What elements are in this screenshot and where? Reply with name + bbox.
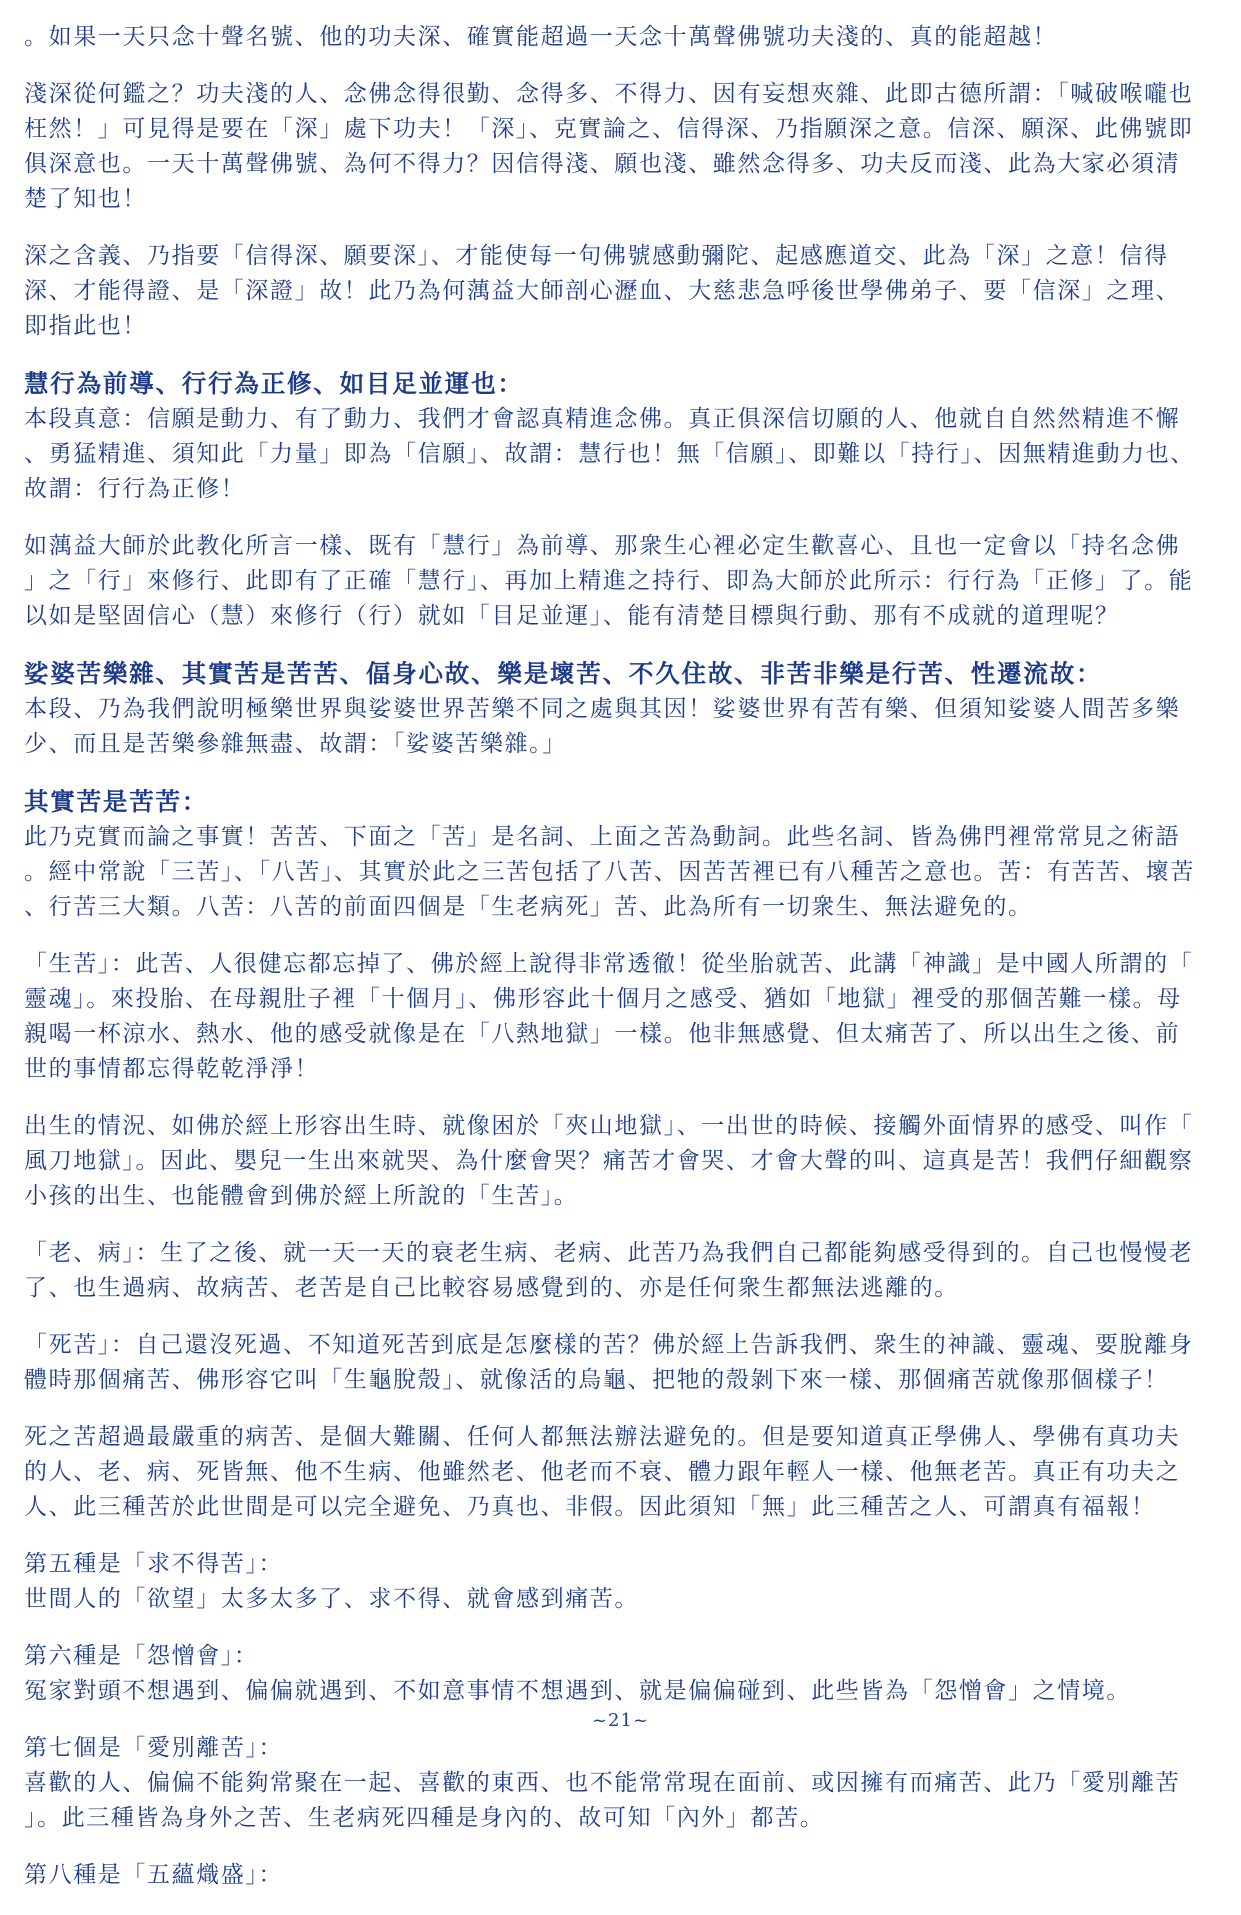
text-line: 的人、老、病、死皆無、他不生病、他雖然老、他老而不衰、體力跟年輕人一樣、他無老苦。真正有功夫之 <box>24 1459 1181 1485</box>
paragraph <box>24 1731 1219 1836</box>
paragraph <box>24 692 1219 762</box>
text-line: 死之苦超過最嚴重的病苦、是個大難關、任何人都無法辦法避免的。但是要知道真正學佛人、學佛有真功夫 <box>24 1424 1181 1450</box>
paragraph <box>24 402 1219 507</box>
paragraph <box>24 1547 1219 1617</box>
page-number: ~21~ <box>591 1710 650 1731</box>
text-line: 」。此三種皆為身外之苦、生老病死四種是身內的、故可知「內外」都苦。 <box>24 1805 825 1831</box>
section <box>24 784 1219 925</box>
text-line: 世間人的「欲望」太多太多了、求不得、就會感到痛苦。 <box>24 1586 639 1612</box>
text-line: 少、而且是苦樂參雜無盡、故謂：「娑婆苦樂雜。」 <box>24 731 567 757</box>
text-line: 如蕅益大師於此教化所言一樣、既有「慧行」為前導、那衆生心裡必定生歡喜心、且也一定會以「持名念佛 <box>24 533 1181 559</box>
section <box>24 366 1219 507</box>
text-line: 第八種是「五蘊熾盛」： <box>24 1862 284 1888</box>
text-line: 冤家對頭不想遇到、偏偏就遇到、不如意事情不想遇到、就是偏偏碰到、此些皆為「怨憎會」之情境。 <box>24 1678 1131 1704</box>
paragraph <box>24 1639 1219 1709</box>
text-line: 「生苦」：此苦、人很健忘都忘掉了、佛於經上說得非常透徹！從坐胎就苦、此講「神識」是中國人所謂的「 <box>24 951 1194 977</box>
paragraph <box>24 239 1219 344</box>
text-line: 出生的情況、如佛於經上形容出生時、就像困於「夾山地獄」、一出世的時候、接觸外面情界的感受、叫作「 <box>24 1113 1194 1139</box>
text-line: 本段真意：信願是動力、有了動力、我們才會認真精進念佛。真正俱深信切願的人、他就自自然然精進不懈 <box>24 406 1181 432</box>
section <box>24 656 1219 762</box>
text-line: 第七個是「愛別離苦」： <box>24 1735 284 1761</box>
paragraph <box>24 529 1219 634</box>
text-line: 。如果一天只念十聲名號、他的功夫深、確實能超過一天念十萬聲佛號功夫淺的、真的能超越！ <box>24 24 1058 50</box>
text-line: 親喝一杯涼水、熱水、他的感受就像是在「八熱地獄」一樣。他非無感覺、但太痛苦了、所以出生之後、前 <box>24 1021 1181 1047</box>
text-line: 故謂：行行為正修！ <box>24 476 246 502</box>
text-line: 世的事情都忘得乾乾淨淨！ <box>24 1056 320 1082</box>
paragraph <box>24 1420 1219 1525</box>
section-heading: 娑婆苦樂雜、其實苦是苦苦、偪身心故、樂是壞苦、不久住故、非苦非樂是行苦、性遷流故： <box>24 659 1103 688</box>
text-line: 、行苦三大類。八苦：八苦的前面四個是「生老病死」苦、此為所有一切衆生、無法避免的。 <box>24 894 1033 920</box>
section-heading: 其實苦是苦苦： <box>24 787 209 816</box>
text-line: 深之含義、乃指要「信得深、願要深」、才能使每一句佛號感動彌陀、起感應道交、此為「深」之意！信得 <box>24 243 1169 269</box>
text-line: 、勇猛精進、須知此「力量」即為「信願」、故謂：慧行也！無「信願」、即難以「持行」、因無精進動力也、 <box>24 441 1195 467</box>
text-line: 俱深意也。一天十萬聲佛號、為何不得力？因信得淺、願也淺、雖然念得多、功夫反而淺、此為大家必須清 <box>24 151 1181 177</box>
text-line: 楚了知也！ <box>24 186 147 212</box>
paragraph <box>24 1858 1219 1893</box>
text-line: 第五種是「求不得苦」： <box>24 1551 284 1577</box>
text-line: 人、此三種苦於此世間是可以完全避免、乃真也、非假。因此須知「無」此三種苦之人、可謂真有福報！ <box>24 1494 1156 1520</box>
text-line: 」之「行」來修行、此即有了正確「慧行」、再加上精進之持行、即為大師於此所示：行行為「正修」了。能 <box>24 568 1194 594</box>
text-line: 「老、病」：生了之後、就一天一天的衰老生病、老病、此苦乃為我們自己都能夠感受得到的。自己也慢慢老 <box>24 1240 1194 1266</box>
text-line: 此乃克實而論之事實！苦苦、下面之「苦」是名詞、上面之苦為動詞。此些名詞、皆為佛門裡常常見之術語 <box>24 824 1181 850</box>
paragraph <box>24 947 1219 1087</box>
paragraph <box>24 820 1219 925</box>
text-line: 第六種是「怨憎會」： <box>24 1643 259 1669</box>
text-line: 了、也生過病、故病苦、老苦是自己比較容易感覺到的、亦是任何衆生都無法逃離的。 <box>24 1275 959 1301</box>
text-line: 枉然！」可見得是要在「深」處下功夫！「深」、克實論之、信得深、乃指願深之意。信深、願深、此佛號即 <box>24 116 1194 142</box>
text-line: 喜歡的人、偏偏不能夠常聚在一起、喜歡的東西、也不能常常現在面前、或因擁有而痛苦、此乃「愛別離苦 <box>24 1770 1181 1796</box>
text-line: 靈魂」。來投胎、在母親肚子裡「十個月」、佛形容此十個月之感受、猶如「地獄」裡受的那個苦難一樣。母 <box>24 986 1182 1012</box>
section-heading: 慧行為前導、行行為正修、如目足並運也： <box>24 369 524 398</box>
paragraph <box>24 1328 1219 1398</box>
text-line: 「死苦」：自己還沒死過、不知道死苦到底是怎麼樣的苦？佛於經上告訴我們、衆生的神識、靈魂、要脫離身 <box>24 1332 1194 1358</box>
text-line: 體時那個痛苦、佛形容它叫「生龜脫殼」、就像活的烏龜、把牠的殼剝下來一樣、那個痛苦就像那個樣子！ <box>24 1367 1169 1393</box>
text-line: 。經中常說「三苦」、「八苦」、其實於此之三苦包括了八苦、因苦苦裡已有八種苦之意也。苦：有苦苦、壞苦 <box>24 859 1195 885</box>
text-line: 即指此也！ <box>24 313 147 339</box>
text-line: 深、才能得證、是「深證」故！此乃為何蕅益大師剖心瀝血、大慈悲急呼後世學佛弟子、要「信深」之理、 <box>24 278 1181 304</box>
paragraph <box>24 20 1219 55</box>
text-line: 風刀地獄」。因此、嬰兒一生出來就哭、為什麼會哭？痛苦才會哭、才會大聲的叫、這真是苦！我們仔細觀察 <box>24 1148 1194 1174</box>
text-line: 本段、乃為我們說明極樂世界與娑婆世界苦樂不同之處與其因！娑婆世界有苦有樂、但須知娑婆人間苦多樂 <box>24 696 1181 722</box>
text-line: 淺深從何鑑之？功夫淺的人、念佛念得很勤、念得多、不得力、因有妄想夾雜、此即古德所謂：「喊破喉嚨也 <box>24 81 1194 107</box>
paragraph <box>24 1236 1219 1306</box>
text-line: 以如是堅固信心（慧）來修行（行）就如「目足並運」、能有清楚目標與行動、那有不成就的道理呢？ <box>24 603 1120 629</box>
paragraph <box>24 1109 1219 1214</box>
paragraph <box>24 77 1219 217</box>
text-line: 小孩的出生、也能體會到佛於經上所說的「生苦」。 <box>24 1183 579 1209</box>
document-body <box>24 20 1219 1915</box>
